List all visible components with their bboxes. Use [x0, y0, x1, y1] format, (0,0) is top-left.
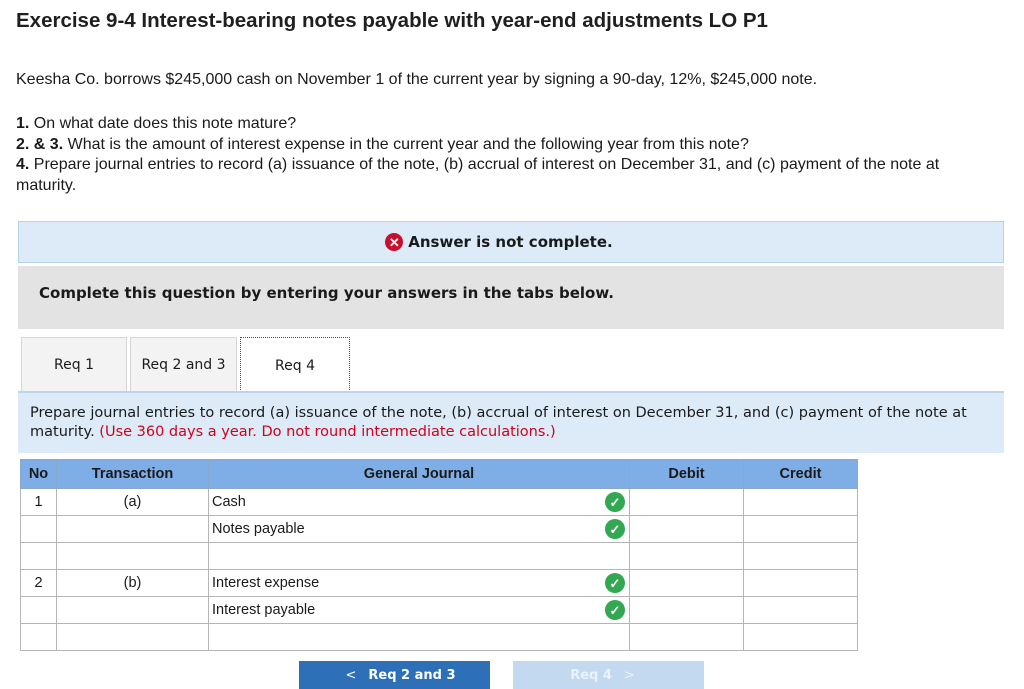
transaction-cell: (a) [57, 489, 209, 516]
check-icon: ✓ [605, 573, 625, 593]
chevron-right-icon: > [623, 667, 635, 683]
debit-input[interactable] [630, 597, 744, 624]
account-name: Interest expense [212, 575, 320, 591]
row-no: 2 [21, 570, 57, 597]
table-header-row [21, 460, 858, 489]
header-credit: Credit [744, 460, 858, 489]
next-req-label: Req 4 [570, 667, 612, 683]
row-no [21, 597, 57, 624]
requirement-instructions [18, 393, 1004, 453]
debit-input[interactable] [630, 624, 744, 651]
answer-status-text: Answer is not complete. [408, 233, 613, 251]
table-row [21, 516, 858, 543]
question-4: 4. Prepare journal entries to record (a) issuance of the note, (b) accrual of interest on December 31, and (c) payment of the note at [16, 156, 940, 173]
general-journal-table [20, 459, 858, 651]
tab-req-4[interactable]: Req 4 [240, 337, 350, 394]
debit-input[interactable] [630, 570, 744, 597]
table-row [21, 489, 858, 516]
prev-req-label: Req 2 and 3 [368, 667, 456, 683]
table-row [21, 597, 858, 624]
account-cell[interactable] [209, 597, 630, 624]
table-row [21, 570, 858, 597]
account-name: Interest payable [212, 602, 316, 618]
question-list [16, 114, 1024, 196]
transaction-cell [57, 597, 209, 624]
credit-input[interactable] [744, 624, 858, 651]
account-cell[interactable] [209, 543, 630, 570]
page-title: Exercise 9-4 Interest-bearing notes payable with year-end adjustments LO P1 [16, 9, 768, 32]
row-no [21, 624, 57, 651]
chevron-left-icon: < [345, 667, 357, 683]
problem-intro: Keesha Co. borrows $245,000 cash on November 1 of the current year by signing a 90-day, 12%, $245,000 note. [16, 71, 818, 88]
transaction-cell [57, 543, 209, 570]
header-transaction: Transaction [57, 460, 209, 489]
credit-input[interactable] [744, 489, 858, 516]
transaction-cell [57, 624, 209, 651]
transaction-cell: (b) [57, 570, 209, 597]
debit-input[interactable] [630, 543, 744, 570]
credit-input[interactable] [744, 543, 858, 570]
instructions-banner [18, 266, 1004, 329]
tab-req-1[interactable]: Req 1 [21, 337, 127, 393]
tab-req-2-and-3[interactable]: Req 2 and 3 [130, 337, 237, 393]
next-req-button[interactable] [513, 661, 704, 689]
row-no: 1 [21, 489, 57, 516]
account-cell[interactable] [209, 624, 630, 651]
debit-input[interactable] [630, 489, 744, 516]
account-cell[interactable] [209, 516, 630, 543]
row-no [21, 516, 57, 543]
table-row [21, 543, 858, 570]
check-icon: ✓ [605, 492, 625, 512]
transaction-cell [57, 516, 209, 543]
debit-input[interactable] [630, 516, 744, 543]
header-general-journal: General Journal [209, 460, 630, 489]
credit-input[interactable] [744, 597, 858, 624]
question-1: 1. On what date does this note mature? [16, 115, 297, 132]
check-icon: ✓ [605, 519, 625, 539]
account-name: Cash [212, 494, 246, 510]
table-row [21, 624, 858, 651]
account-cell[interactable] [209, 489, 630, 516]
credit-input[interactable] [744, 570, 858, 597]
row-no [21, 543, 57, 570]
account-cell[interactable] [209, 570, 630, 597]
header-debit: Debit [630, 460, 744, 489]
instruction-note: (Use 360 days a year. Do not round intermediate calculations.) [99, 424, 556, 440]
account-name: Notes payable [212, 521, 305, 537]
check-icon: ✓ [605, 600, 625, 620]
header-no: No [21, 460, 57, 489]
answer-status-banner [18, 221, 1004, 263]
question-2-3: 2. & 3. What is the amount of interest expense in the current year and the following year from this note? [16, 135, 749, 153]
prev-req-button[interactable] [299, 661, 490, 689]
complete-question-text: Complete this question by entering your answers in the tabs below. [39, 284, 614, 302]
question-4-continued: maturity. [16, 176, 77, 194]
instruction-text: Prepare journal entries to record (a) issuance of the note, (b) accrual of interest on December 31, and (c) payment of the note at maturity. [30, 405, 967, 440]
credit-input[interactable] [744, 516, 858, 543]
x-circle-icon: ✕ [385, 233, 403, 251]
